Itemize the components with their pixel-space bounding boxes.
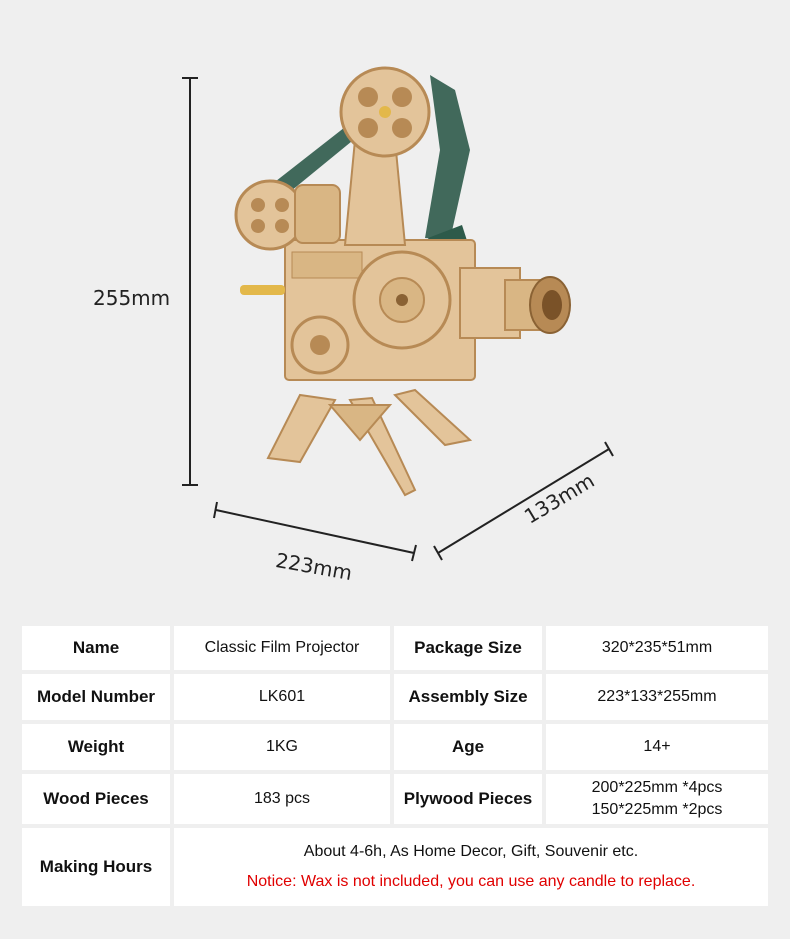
assembly-size-value: 223*133*255mm [546,674,768,720]
weight-label: Weight [22,724,170,770]
wood-pieces-label: Wood Pieces [22,774,170,824]
depth-dimension-line [434,442,613,560]
model-number-value: LK601 [174,674,390,720]
making-hours-value [174,828,768,906]
assembly-size-label: Assembly Size [394,674,542,720]
weight-value: 1KG [174,724,390,770]
height-dimension-label: 255mm [93,286,171,310]
plywood-pieces-line-2: 150*225mm *2pcs [591,801,723,818]
height-dimension-line [182,78,198,485]
plywood-pieces-value [546,774,768,824]
age-value: 14+ [546,724,768,770]
depth-dimension-label: 133mm [520,468,599,529]
model-number-label: Model Number [22,674,170,720]
plywood-pieces-line-1: 200*225mm *4pcs [591,779,723,796]
package-size-label: Package Size [394,626,542,670]
making-hours-description: About 4-6h, As Home Decor, Gift, Souvenir etc. [303,843,639,860]
projector-model [236,68,570,495]
making-hours-label: Making Hours [22,828,170,906]
width-dimension-line [214,502,416,561]
wax-notice: Notice: Wax is not included, you can use any candle to replace. [246,873,696,890]
name-value: Classic Film Projector [174,626,390,670]
age-label: Age [394,724,542,770]
width-dimension-label: 223mm [273,548,354,586]
name-label: Name [22,626,170,670]
wood-pieces-value: 183 pcs [174,774,390,824]
plywood-pieces-label: Plywood Pieces [394,774,542,824]
package-size-value: 320*235*51mm [546,626,768,670]
